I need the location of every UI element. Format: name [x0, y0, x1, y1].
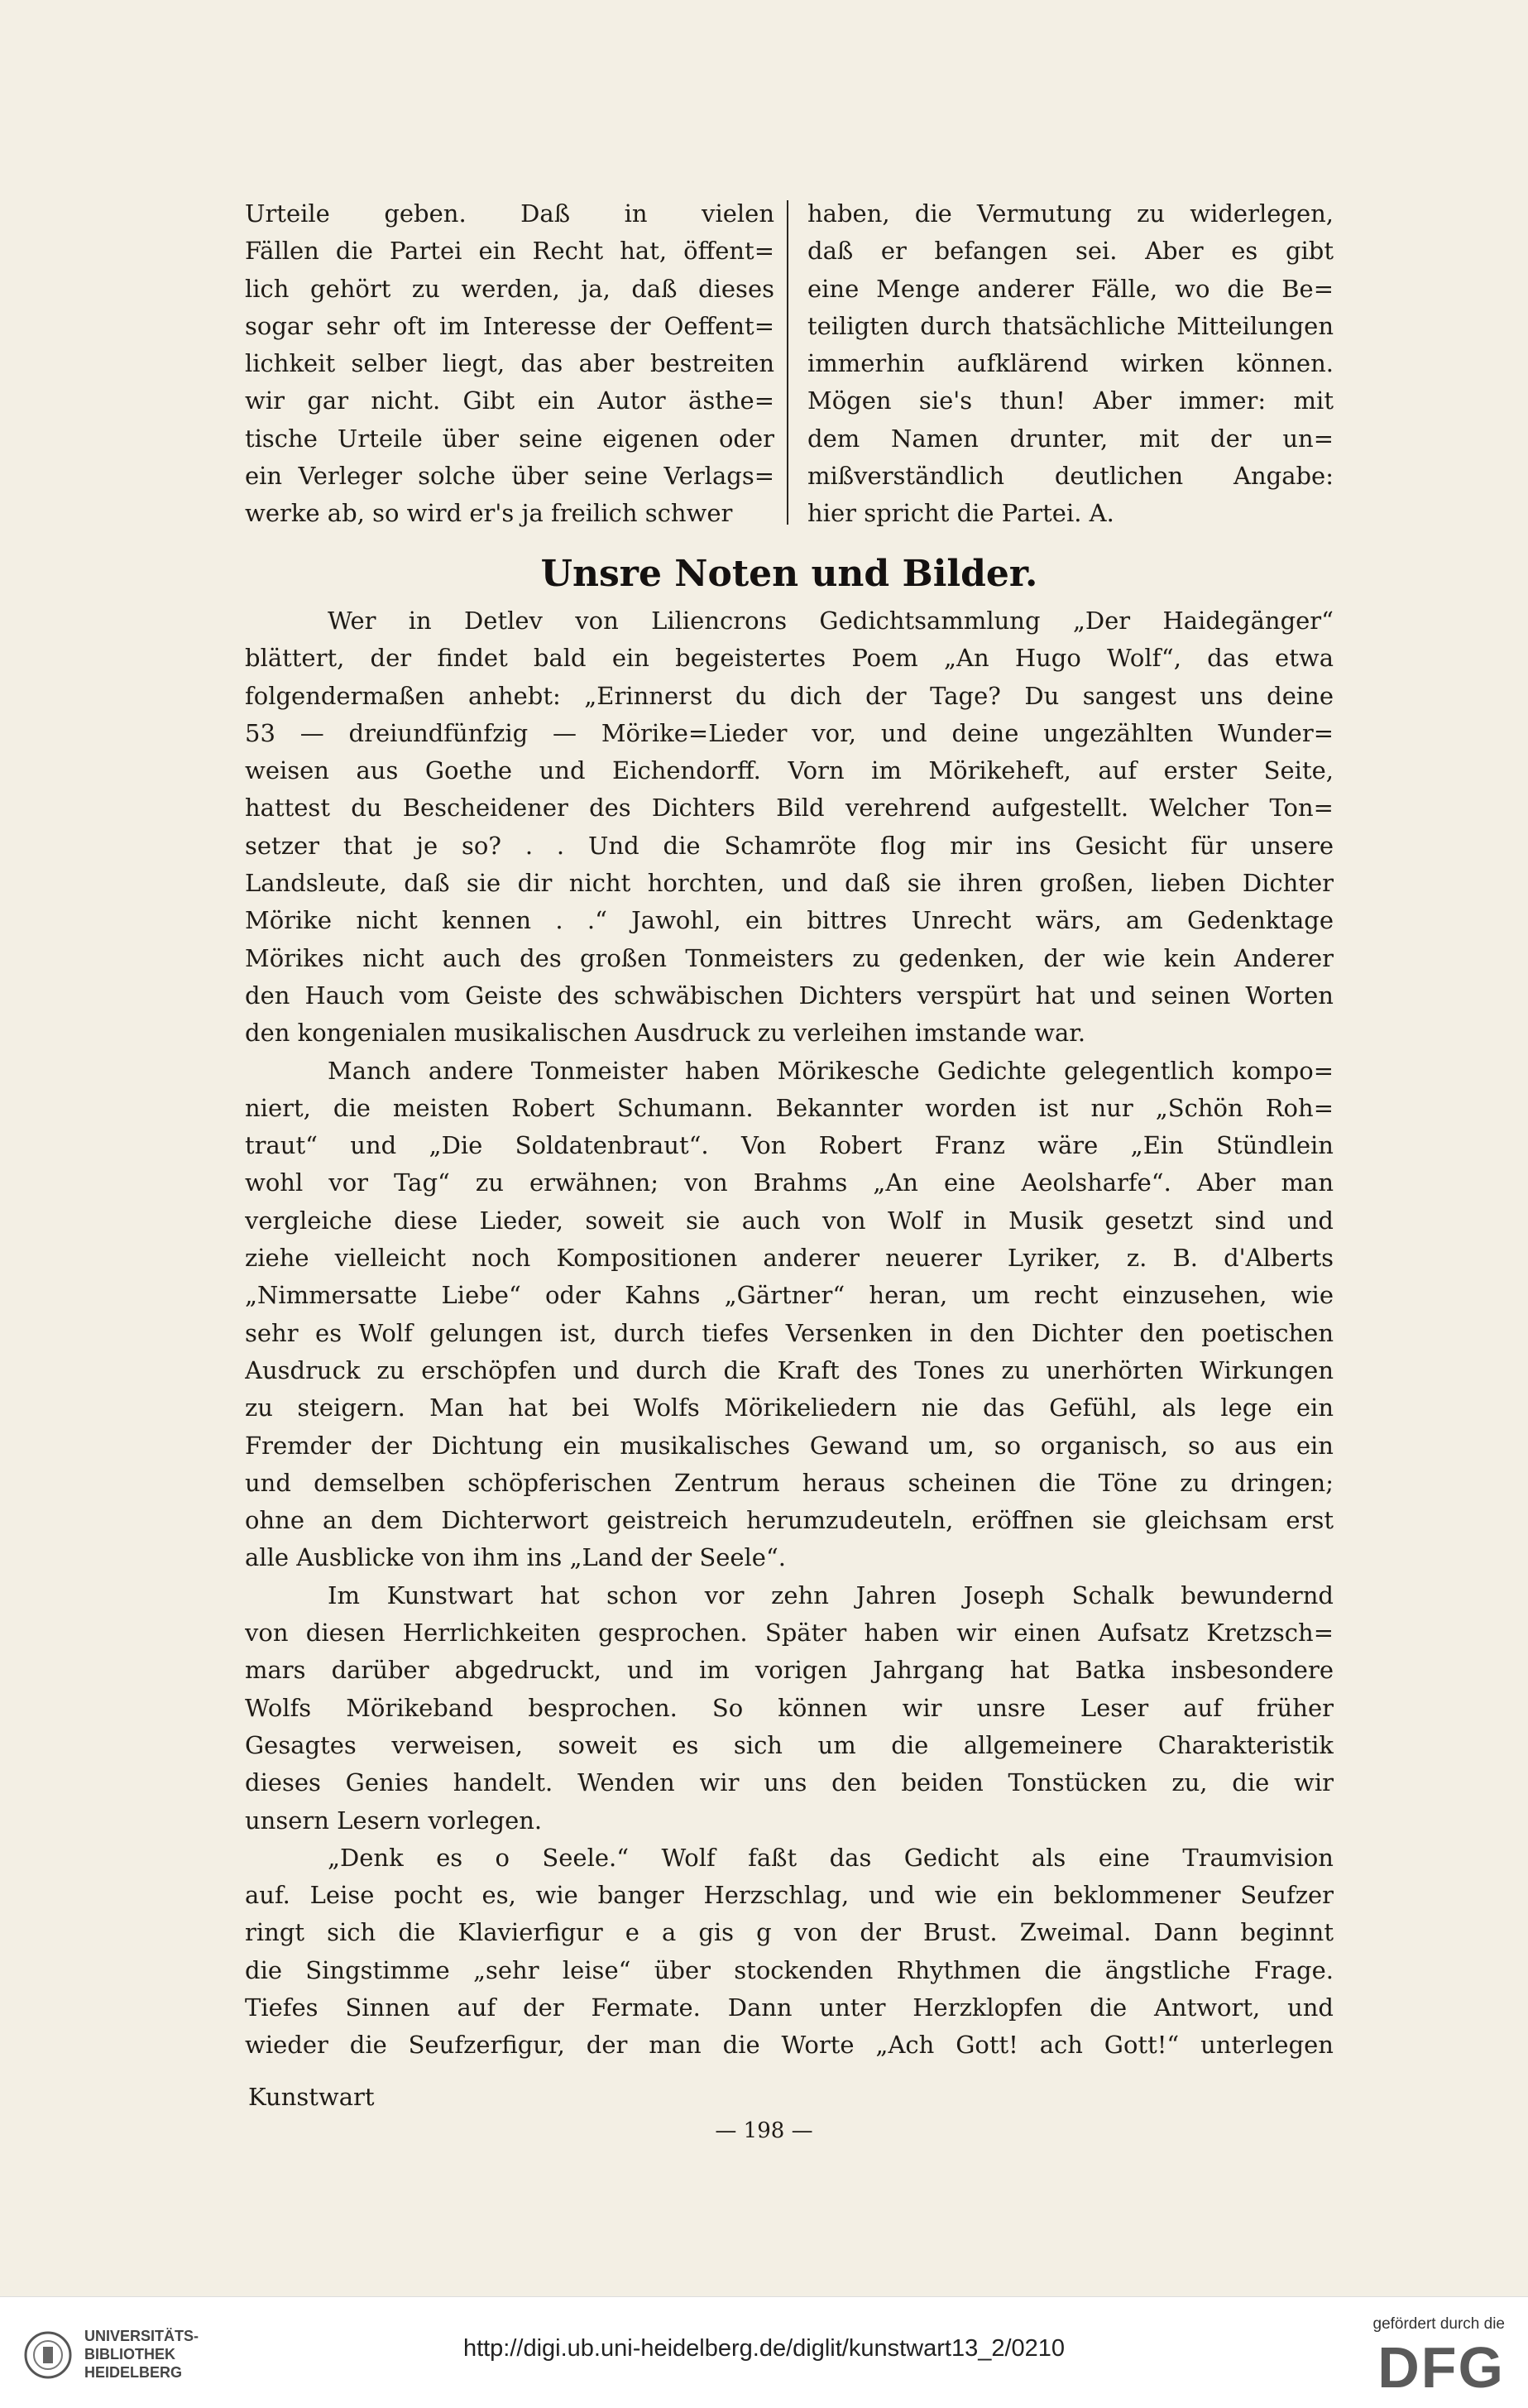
text-line: ohne an dem Dichterwort geistreich herumzudeuteln, eröffnen sie gleichsam erst — [245, 1506, 1334, 1535]
text-line: ziehe vielleicht noch Kompositionen anderer neuerer Lyriker, z. B. d'Alberts — [245, 1244, 1334, 1273]
text-line: Im Kunstwart hat schon vor zehn Jahren Joseph Schalk bewundernd — [328, 1581, 1334, 1609]
text-line: Manch andere Tonmeister haben Mörikesche Gedichte gelegentlich kompo= — [328, 1056, 1334, 1085]
text-line: wir gar nicht. Gibt ein Autor ästhe= — [245, 386, 774, 415]
text-line: weisen aus Goethe und Eichendorff. Vorn im Mörikeheft, auf erster Seite, — [245, 756, 1334, 785]
column-divider — [787, 200, 788, 525]
body-text — [245, 602, 1334, 2065]
text-line: Ausdruck zu erschöpfen und durch die Kraft des Tones zu unerhörten Wirkungen — [245, 1355, 1334, 1384]
text-line: Fremder der Dichtung ein musikalisches Gewand um, so organisch, so aus ein — [245, 1431, 1334, 1460]
text-line: dem Namen drunter, mit der un= — [807, 424, 1334, 453]
library-name-line: UNIVERSITÄTS- — [84, 2328, 199, 2344]
text-line: Urteile geben. Daß in vielen — [245, 199, 774, 228]
dfg-logo: DFG — [1377, 2335, 1505, 2400]
library-name-line: HEIDELBERG — [84, 2364, 183, 2381]
permalink-url[interactable]: http://digi.ub.uni-heidelberg.de/diglit/kunstwart13_2/0210 — [462, 2335, 1066, 2362]
text-line: 53 — dreiundfünfzig — Mörike=Lieder vor, und deine ungezählten Wunder= — [245, 718, 1334, 747]
digital-library-bar — [0, 2296, 1528, 2408]
text-line: Tiefes Sinnen auf der Fermate. Dann unter Herzklopfen die Antwort, und — [245, 1993, 1334, 2022]
text-line: Mörike nicht kennen . .“ Jawohl, ein bittres Unrecht wärs, am Gedenktage — [245, 906, 1334, 935]
text-line: von diesen Herrlichkeiten gesprochen. Später haben wir einen Aufsatz Kretzsch= — [245, 1619, 1334, 1648]
text-line: Fällen die Partei ein Recht hat, öffent= — [245, 237, 774, 266]
right-column — [807, 195, 1334, 533]
text-line: zu steigern. Man hat bei Wolfs Mörikeliedern nie das Gefühl, als lege ein — [245, 1393, 1334, 1422]
text-line: tische Urteile über seine eigenen oder — [245, 424, 774, 453]
text-line: mars darüber abgedruckt, und im vorigen Jahrgang hat Batka insbesondere — [245, 1656, 1334, 1685]
text-line: sogar sehr oft im Interesse der Oeffent= — [245, 311, 774, 340]
text-line: haben, die Vermutung zu widerlegen, — [807, 199, 1334, 228]
text-line: den Hauch vom Geiste des schwäbischen Dichters verspürt hat und seinen Worten — [245, 981, 1334, 1010]
text-line: die Singstimme „sehr leise“ über stockenden Rhythmen die ängstliche Frage. — [245, 1955, 1334, 1984]
library-name-line: BIBLIOTHEK — [84, 2346, 175, 2362]
section-heading: Unsre Noten und Bilder. — [540, 553, 1038, 595]
text-line: setzer that je so? . . Und die Schamröte flog mir ins Gesicht für unsere — [245, 831, 1334, 860]
text-line: lich gehört zu werden, ja, daß dieses — [245, 274, 774, 303]
text-line: eine Menge anderer Fälle, wo die Be= — [807, 274, 1334, 303]
text-line: auf. Leise pocht es, wie banger Herzschlag, und wie ein beklommener Seufzer — [245, 1881, 1334, 1910]
text-line: Wolfs Mörikeband besprochen. So können wir unsre Leser auf früher — [245, 1693, 1334, 1722]
text-line: hattest du Bescheidener des Dichters Bild verehrend aufgestellt. Welcher Ton= — [245, 794, 1334, 823]
text-line: blättert, der findet bald ein begeistertes Poem „An Hugo Wolf“, das etwa — [245, 644, 1334, 673]
text-line: ringt sich die Klavierfigur e a gis g von der Brust. Zweimal. Dann beginnt — [245, 1918, 1334, 1947]
text-line: Landsleute, daß sie dir nicht horchten, und daß sie ihren großen, lieben Dichter — [245, 869, 1334, 898]
text-line: vergleiche diese Lieder, soweit sie auch von Wolf in Musik gesetzt sind und — [245, 1206, 1334, 1235]
text-line: werke ab, so wird er's ja freilich schwer — [245, 499, 733, 528]
two-column-section — [245, 195, 1334, 533]
text-line: Mörikes nicht auch des großen Tonmeisters zu gedenken, der wie kein Anderer — [245, 943, 1334, 972]
text-line: folgendermaßen anhebt: „Erinnerst du dich der Tage? Du sangest uns deine — [245, 681, 1334, 710]
text-line: niert, die meisten Robert Schumann. Bekannter worden ist nur „Schön Roh= — [245, 1093, 1334, 1122]
text-line: mißverständlich deutlichen Angabe: — [807, 462, 1334, 491]
text-line: Wer in Detlev von Liliencrons Gedichtsammlung „Der Haidegänger“ — [328, 607, 1334, 635]
text-line: teiligten durch thatsächliche Mitteilungen — [807, 311, 1334, 340]
text-line: sehr es Wolf gelungen ist, durch tiefes Versenken in den Dichter den poetischen — [245, 1318, 1334, 1347]
text-line: „Nimmersatte Liebe“ oder Kahns „Gärtner“ heran, um recht einzusehen, wie — [245, 1281, 1334, 1310]
text-line: dieses Genies handelt. Wenden wir uns den beiden Tonstücken zu, die wir — [245, 1768, 1334, 1797]
text-line: Gesagtes verweisen, soweit es sich um die allgemeinere Charakteristik — [245, 1730, 1334, 1759]
text-line: und demselben schöpferischen Zentrum heraus scheinen die Töne zu dringen; — [245, 1468, 1334, 1497]
funding-caption: gefördert durch die — [1372, 2315, 1505, 2333]
left-column — [245, 195, 774, 533]
text-line: ein Verleger solche über seine Verlags= — [245, 462, 774, 491]
text-line: immerhin aufklärend wirken können. — [807, 349, 1334, 378]
text-line: „Denk es o Seele.“ Wolf faßt das Gedicht als eine Traumvision — [328, 1843, 1334, 1872]
text-line: lichkeit selber liegt, das aber bestreiten — [245, 349, 774, 378]
text-line: wieder die Seufzerfigur, der man die Worte „Ach Gott! ach Gott!“ unterlegen — [245, 2031, 1334, 2060]
text-line: wohl vor Tag“ zu erwähnen; von Brahms „An eine Aeolsharfe“. Aber man — [245, 1168, 1334, 1197]
text-line: daß er befangen sei. Aber es gibt — [807, 237, 1334, 266]
text-line: traut“ und „Die Soldatenbraut“. Von Robert Franz wäre „Ein Stündlein — [245, 1131, 1334, 1160]
text-line: den kongenialen musikalischen Ausdruck zu verleihen imstande war. — [245, 1019, 1086, 1048]
text-line: alle Ausblicke von ihm ins „Land der Seele“. — [245, 1543, 787, 1572]
page-number: — 198 — — [715, 2118, 813, 2143]
text-line: Mögen sie's thun! Aber immer: mit — [807, 386, 1334, 415]
text-line: hier spricht die Partei. A. — [807, 499, 1114, 528]
journal-footer: Kunstwart — [248, 2083, 375, 2111]
text-line: unsern Lesern vorlegen. — [245, 1806, 543, 1835]
